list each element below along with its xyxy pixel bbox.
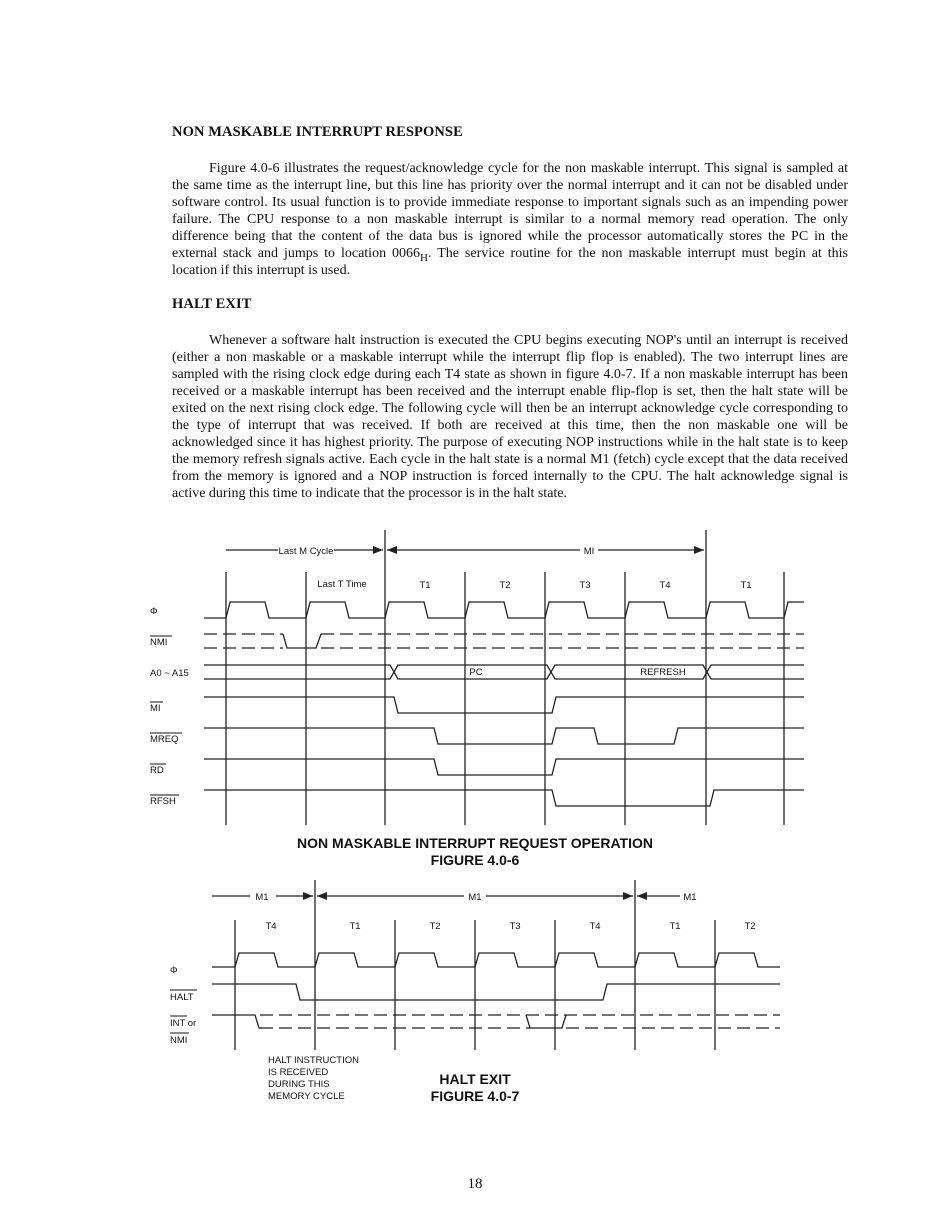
- signal-label-clock: Φ: [170, 965, 178, 976]
- note-line: IS RECEIVED: [268, 1067, 329, 1078]
- caption-figure-number: FIGURE 4.0-7: [430, 1088, 520, 1104]
- state-label: T2: [499, 580, 511, 591]
- span-label-m1: M1: [468, 892, 482, 903]
- bus-lower: [204, 665, 804, 679]
- span-label-m1: M1: [683, 892, 697, 903]
- bus-label-pc: PC: [469, 667, 483, 678]
- signal-label-address: A0 ~ A15: [150, 668, 189, 679]
- arrow-head: [694, 546, 704, 554]
- int-pulse: [526, 1015, 566, 1028]
- figure-caption-nmi: [250, 835, 700, 869]
- halt-note: [268, 1055, 359, 1103]
- span-label-m1: M1: [255, 892, 269, 903]
- paragraph-halt: Whenever a software halt instruction is executed the CPU begins executing NOP's until an interrupt is received (either a non maskable or a maskable interrupt while the interrupt flip flop is enabled). The two interrupt lines are sampled with the rising clock edge during each T4 state as shown in figure 4.0-7. If a non maskable interrupt has been received or a maskable interrupt has been received and the interrupt enable flip-flop is set, then the halt state will be exited on the next rising clock edge. The following cycle will then be an interrupt acknowledge cycle corresponding to the type of interrupt that was received. If both are received at this time, then the non maskable one will be acknowledged since it has highest priority. The purpose of executing NOP instructions while in the halt state is to keep the memory refresh signals active. Each cycle in the halt state is a normal M1 (fetch) cycle except that the data received from the memory is ignored and a NOP instruction is forced internally to the CPU. The halt acknowledge signal is active during this time to indicate that the processor is in the halt state.: [172, 333, 848, 501]
- note-line: DURING THIS: [268, 1079, 330, 1090]
- mi-waveform: [204, 697, 804, 713]
- timing-diagram-nmi: [0, 530, 950, 830]
- arrow-head: [317, 892, 327, 900]
- int-dashed-lines: [260, 1015, 780, 1028]
- clock-waveform: [212, 953, 780, 967]
- signal-label-mi: MI: [150, 703, 161, 714]
- paragraph-nmi: [172, 160, 848, 279]
- arrow-head: [637, 892, 647, 900]
- signal-label-int: INT or: [170, 1018, 197, 1029]
- section-heading-nmi: NON MASKABLE INTERRUPT RESPONSE: [172, 124, 463, 140]
- signal-label-nmi: NMI: [150, 637, 168, 648]
- note-line: MEMORY CYCLE: [268, 1091, 345, 1102]
- section-heading-halt: HALT EXIT: [172, 296, 252, 312]
- state-label: T1: [419, 580, 431, 591]
- state-label: T1: [740, 580, 752, 591]
- nmi-dashed-lines: [204, 634, 804, 648]
- state-label: T4: [265, 921, 277, 932]
- hex-subscript: H: [420, 252, 428, 264]
- state-label: T4: [589, 921, 601, 932]
- paragraph-nmi-text: Figure 4.0-6 illustrates the request/acknowledge cycle for the non maskable interrupt. This signal is sampled at the same time as the interrupt line, but this line has priority over the normal interrupt and it can not be disabled under software control. Its usual function is to provide immediate response to important signals such as an impending power failure. The CPU response to a non maskable interrupt is similar to a normal memory read operation. The only difference being that the content of the data bus is ignored while the processor automatically stores the PC in the external stack and jumps to location 0066: [172, 161, 848, 261]
- signal-label-clock: Φ: [150, 606, 158, 617]
- state-label: T2: [429, 921, 441, 932]
- mreq-waveform: [204, 728, 804, 744]
- note-line: HALT INSTRUCTION: [268, 1055, 359, 1066]
- halt-waveform: [212, 984, 780, 1000]
- state-label-last-t: Last T Time: [317, 579, 367, 590]
- figure-caption-halt: [395, 1071, 555, 1105]
- state-label: T4: [659, 580, 671, 591]
- bus-label-refresh: REFRESH: [640, 667, 686, 678]
- arrow-head: [373, 546, 383, 554]
- state-label: T3: [509, 921, 521, 932]
- signal-label-rfsh: RFSH: [150, 796, 176, 807]
- state-label: T3: [579, 580, 591, 591]
- rd-waveform: [204, 759, 804, 775]
- signal-label-mreq: MREQ: [150, 734, 179, 745]
- arrow-head: [303, 892, 313, 900]
- span-label-last-m-cycle: Last M Cycle: [278, 546, 334, 557]
- arrow-head: [623, 892, 633, 900]
- signal-label-nmi: NMI: [170, 1035, 188, 1046]
- arrow-head: [387, 546, 397, 554]
- span-label-mi: MI: [583, 546, 595, 557]
- signal-label-rd: RD: [150, 765, 164, 776]
- timing-diagram-halt: [0, 880, 950, 1050]
- nmi-pulse: [283, 634, 321, 648]
- paragraph-nmi-text-end: . The service routine for the non maskable interrupt must begin at this location if this interrupt is used.: [172, 246, 848, 278]
- state-label: T1: [669, 921, 681, 932]
- caption-title: NON MASKABLE INTERRUPT REQUEST OPERATION: [297, 835, 653, 851]
- bus-upper: [204, 665, 804, 679]
- state-label: T2: [744, 921, 756, 932]
- int-waveform: [212, 1015, 262, 1028]
- clock-waveform: [204, 602, 804, 618]
- caption-title: HALT EXIT: [439, 1071, 511, 1087]
- page-number: 18: [467, 1176, 483, 1192]
- caption-figure-number: FIGURE 4.0-6: [430, 852, 520, 868]
- state-label: T1: [349, 921, 361, 932]
- signal-label-halt: HALT: [170, 992, 194, 1003]
- rfsh-waveform: [204, 790, 804, 806]
